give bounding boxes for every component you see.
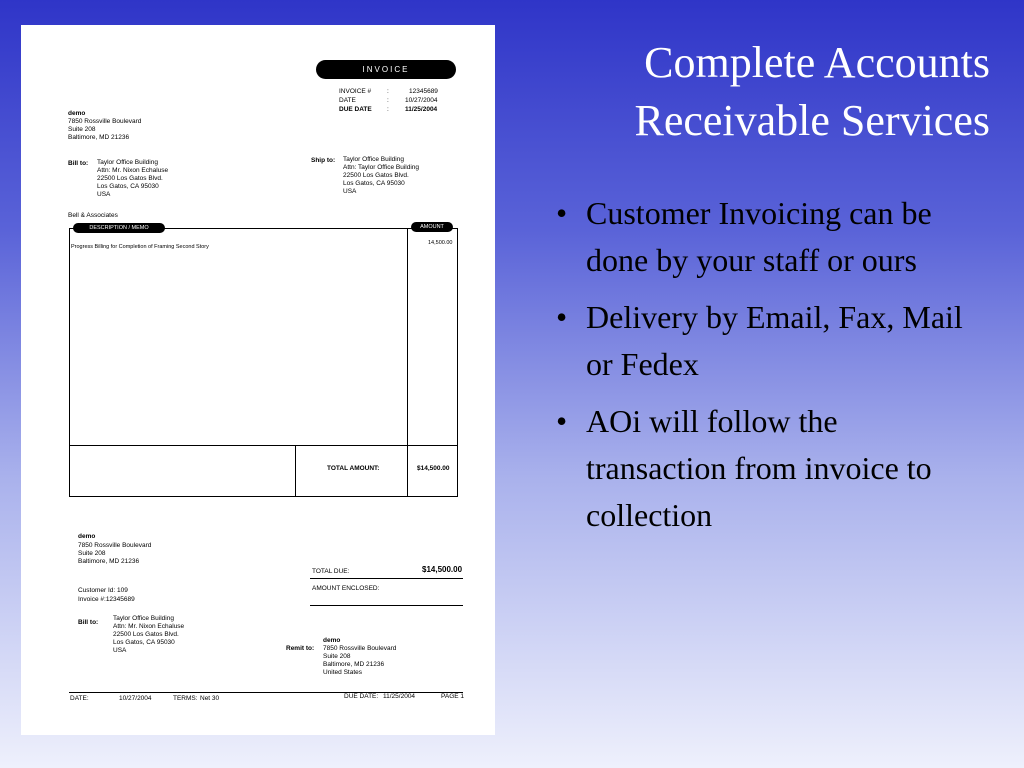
total-amount-value: $14,500.00	[417, 465, 450, 472]
bullet-item: • AOi will follow the transaction from invoice to collection	[546, 398, 966, 539]
remit-to-label: Remit to:	[286, 645, 315, 652]
bill-to-label: Bill to:	[68, 160, 89, 167]
amount-enclosed-rule	[310, 605, 463, 606]
line-items-table	[69, 228, 458, 497]
line-item-amount: 14,500.00	[428, 240, 453, 246]
customer-name: Bell & Associates	[68, 212, 118, 219]
footer-terms-label: TERMS:	[173, 695, 198, 702]
remit-bill-to-address: Taylor Office Building Attn: Mr. Nixon Echaluse 22500 Los Gatos Blvd. Los Gatos, CA 95030 USA	[113, 615, 185, 654]
meta-colon: :	[387, 106, 389, 113]
invoice-number-label: INVOICE #	[339, 88, 372, 95]
description-header-pill: DESCRIPTION / MEMO	[73, 223, 165, 233]
amount-enclosed-label: AMOUNT ENCLOSED:	[312, 585, 380, 592]
invoice-due-label: DUE DATE	[339, 106, 372, 113]
total-amount-label: TOTAL AMOUNT:	[327, 465, 380, 472]
meta-colon: :	[387, 88, 389, 95]
bullet-item: • Customer Invoicing can be done by your staff or ours	[546, 190, 966, 284]
remit-from-address: 7850 Rossville Boulevard Suite 208 Baltimore, MD 21236	[78, 542, 152, 565]
total-due-rule	[310, 578, 463, 579]
footer-page-number: PAGE 1	[441, 693, 465, 700]
bullet-item: • Delivery by Email, Fax, Mail or Fedex	[546, 294, 966, 388]
totals-label-divider	[295, 445, 296, 497]
ship-to-address: Taylor Office Building Attn: Taylor Office Building 22500 Los Gatos Blvd. Los Gatos, CA 95030 USA	[343, 156, 419, 195]
footer-date-value: 10/27/2004	[119, 695, 152, 702]
footer-terms-value: Net 30	[200, 695, 220, 702]
invoice-document	[21, 25, 495, 735]
totals-divider	[69, 445, 458, 446]
customer-id-value: 109	[117, 587, 128, 594]
from-address: 7850 Rossville Boulevard Suite 208 Baltimore, MD 21236	[68, 118, 142, 141]
remit-from-name: demo	[78, 533, 96, 540]
customer-id-label: Customer Id:	[78, 587, 116, 594]
total-due-label: TOTAL DUE:	[312, 568, 350, 575]
line-item-description: Progress Billing for Completion of Framing Second Story	[71, 244, 209, 250]
meta-colon: :	[387, 97, 389, 104]
footer-due-label: DUE DATE:	[344, 693, 379, 700]
invoice-due-value: 11/25/2004	[405, 106, 438, 113]
bullet-list	[546, 190, 966, 549]
amount-header-pill: AMOUNT	[411, 222, 453, 232]
invoice-reference: Invoice #:12345689	[78, 596, 135, 603]
invoice-date-value: 10/27/2004	[405, 97, 438, 104]
invoice-number-value: 12345689	[409, 88, 438, 95]
from-name: demo	[68, 110, 86, 117]
footer-due-value: 11/25/2004	[383, 693, 416, 700]
remit-bill-to-label: Bill to:	[78, 619, 99, 626]
slide-title	[520, 34, 990, 150]
total-due-value: $14,500.00	[422, 565, 463, 574]
amount-column-divider	[407, 228, 408, 497]
slide-title-line-2: Receivable Services	[634, 96, 990, 145]
slide-title-line-1: Complete Accounts	[644, 38, 990, 87]
invoice-header-pill: INVOICE	[316, 60, 456, 79]
ship-to-label: Ship to:	[311, 157, 336, 164]
invoice-date-label: DATE	[339, 97, 356, 104]
footer-date-label: DATE:	[70, 695, 89, 702]
bill-to-address: Taylor Office Building Attn: Mr. Nixon Echaluse 22500 Los Gatos Blvd. Los Gatos, CA 95030 USA	[97, 159, 169, 198]
remit-to-name: demo	[323, 637, 341, 644]
remit-to-address: 7850 Rossville Boulevard Suite 208 Baltimore, MD 21236 United States	[323, 645, 397, 676]
